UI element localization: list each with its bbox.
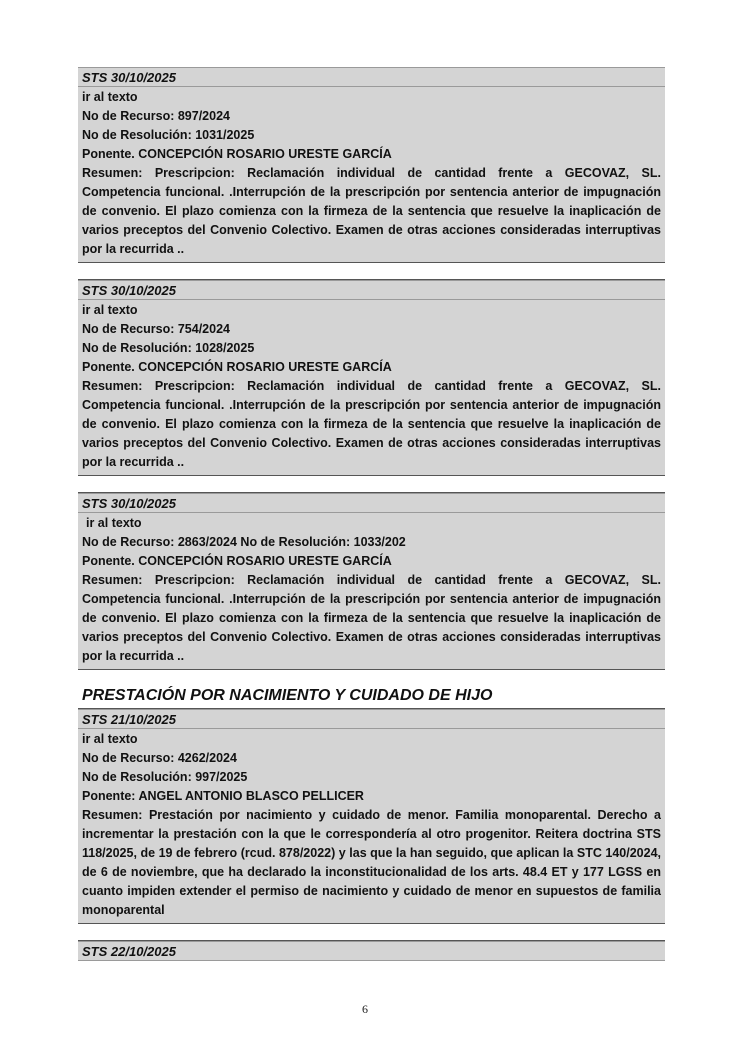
resumen-text: Resumen: Prescripcion: Reclamación individual de cantidad frente a GECOVAZ, SL. Competencia funcional. .Interrupción de la prescripción por sentencia anterior de impugnación de convenio. El plazo comienza con la firmeza de la sentencia que resuelve la inaplicación de varios preceptos del Convenio Colectivo. Examen de otras acciones consideradas interruptivas por la recurrida .. bbox=[82, 166, 661, 256]
resolucion-number: No de Resolución: 1031/2025 bbox=[82, 128, 255, 142]
recurso-number: No de Recurso: 4262/2024 bbox=[82, 751, 237, 765]
separator bbox=[78, 263, 665, 280]
separator bbox=[78, 476, 665, 493]
entry-date: STS 22/10/2025 bbox=[78, 941, 665, 961]
go-to-text-link[interactable]: ir al texto bbox=[82, 90, 138, 104]
resumen-text: Resumen: Prescripcion: Reclamación individual de cantidad frente a GECOVAZ, SL. Competencia funcional. .Interrupción de la prescripción por sentencia anterior de impugnación de convenio. El plazo comienza con la firmeza de la sentencia que resuelve la inaplicación de varios preceptos del Convenio Colectivo. Examen de otras acciones consideradas interruptivas por la recurrida .. bbox=[82, 379, 661, 469]
go-to-text-link[interactable]: ir al texto bbox=[82, 303, 138, 317]
ponente: Ponente. CONCEPCIÓN ROSARIO URESTE GARCÍA bbox=[82, 554, 392, 568]
recurso-number: No de Recurso: 897/2024 bbox=[82, 109, 230, 123]
entry-body bbox=[78, 729, 665, 924]
ponente: Ponente. CONCEPCIÓN ROSARIO URESTE GARCÍA bbox=[82, 147, 392, 161]
entry-date: STS 30/10/2025 bbox=[78, 67, 665, 87]
section-title: PRESTACIÓN POR NACIMIENTO Y CUIDADO DE HIJO bbox=[78, 670, 665, 709]
ponente: Ponente. CONCEPCIÓN ROSARIO URESTE GARCÍA bbox=[82, 360, 392, 374]
entry-body bbox=[78, 513, 665, 670]
resolucion-number: No de Resolución: 1028/2025 bbox=[82, 341, 255, 355]
separator bbox=[78, 924, 665, 941]
resumen-text: Resumen: Prestación por nacimiento y cuidado de menor. Familia monoparental. Derecho a incrementar la prestación con la que le correspondería al otro progenitor. Reitera doctrina STS 118/2025, de 19 de febrero (rcud. 878/2022) y las que la han seguido, que aplican la STC 140/2024, de 6 de noviembre, que ha declarado la inconstitucionalidad de los arts. 48.4 ET y 177 LGSS en cuanto impiden extender el permiso de nacimiento y cuidado de menor en supuestos de familia monoparental bbox=[82, 808, 661, 917]
go-to-text-link[interactable]: ir al texto bbox=[82, 732, 138, 746]
page-number: 6 bbox=[362, 1002, 368, 1016]
entry-date: STS 30/10/2025 bbox=[78, 280, 665, 300]
go-to-text-link[interactable]: ir al texto bbox=[86, 516, 142, 530]
entry-date: STS 21/10/2025 bbox=[78, 709, 665, 729]
entry-date: STS 30/10/2025 bbox=[78, 493, 665, 513]
resolucion-number: No de Resolución: 997/2025 bbox=[82, 770, 248, 784]
entry-body bbox=[78, 300, 665, 476]
ponente: Ponente: ANGEL ANTONIO BLASCO PELLICER bbox=[82, 789, 364, 803]
resumen-text: Resumen: Prescripcion: Reclamación individual de cantidad frente a GECOVAZ, SL. Competencia funcional. .Interrupción de la prescripción por sentencia anterior de impugnación de convenio. El plazo comienza con la firmeza de la sentencia que resuelve la inaplicación de varios preceptos del Convenio Colectivo. Examen de otras acciones consideradas interruptivas por la recurrida .. bbox=[82, 573, 661, 663]
recurso-number: No de Recurso: 754/2024 bbox=[82, 322, 230, 336]
entry-body bbox=[78, 87, 665, 263]
document-content bbox=[78, 67, 665, 961]
recurso-resolucion-numbers: No de Recurso: 2863/2024 No de Resolución: 1033/202 bbox=[82, 535, 406, 549]
